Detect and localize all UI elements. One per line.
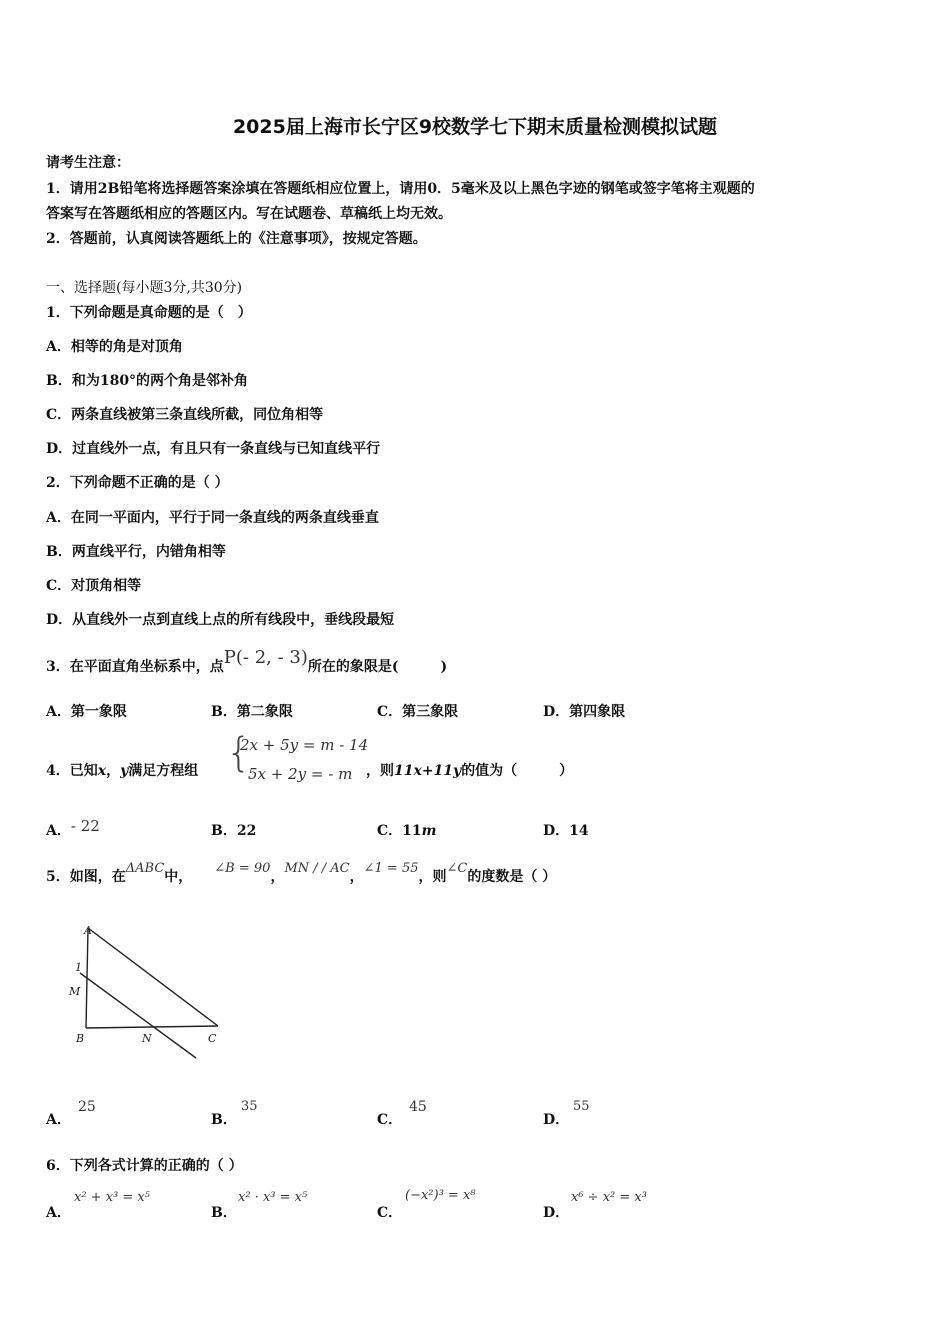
q6-option-d-value: x⁶ ÷ x² = x³ bbox=[571, 1190, 647, 1205]
q5-option-d-value: 55 bbox=[573, 1099, 590, 1114]
q5-t3: ， bbox=[349, 869, 364, 885]
q5-option-c-label: C． bbox=[377, 1112, 403, 1128]
q2-option-b: B．两直线平行，内错角相等 bbox=[46, 544, 226, 560]
q4-option-d: D．14 bbox=[543, 823, 589, 839]
q4-option-b: B．22 bbox=[211, 823, 257, 839]
q4-comma: ， bbox=[106, 763, 121, 779]
q4-var-y: y bbox=[120, 763, 129, 779]
fig-label-1: 1 bbox=[75, 961, 82, 974]
q4-post2: 的值为（ ） bbox=[461, 763, 574, 779]
q5-option-c-value: 45 bbox=[409, 1099, 427, 1115]
q1-option-a: A．相等的角是对顶角 bbox=[46, 339, 183, 355]
q1-option-b: B．和为180°的两个角是邻补角 bbox=[46, 373, 249, 389]
q5-post: 的度数是（ ） bbox=[467, 869, 557, 885]
q3-option-c: C．第三象限 bbox=[377, 704, 459, 720]
q5-angle-c: ∠C bbox=[446, 861, 468, 876]
q3-option-b: B．第二象限 bbox=[211, 704, 293, 720]
q3-point: P(- 2, - 3) bbox=[223, 647, 308, 668]
q5-option-a-value: 25 bbox=[78, 1099, 96, 1115]
q6-option-b-label: B． bbox=[211, 1205, 237, 1221]
q4-pre: 4．已知 bbox=[46, 763, 98, 779]
q5-option-d-label: D． bbox=[543, 1112, 570, 1128]
q3-stem-pre: 3．在平面直角坐标系中，点 bbox=[46, 659, 224, 675]
page-title: 2025届上海市长宁区9校数学七下期末质量检测模拟试题 bbox=[232, 116, 718, 138]
q3-option-a: A．第一象限 bbox=[46, 704, 127, 720]
fig-label-b: B bbox=[76, 1032, 85, 1045]
q4-equation-2: 5x + 2y = - m bbox=[248, 765, 353, 783]
q4-option-a bbox=[46, 817, 100, 840]
q5-t4: ，则 bbox=[418, 869, 447, 885]
notice-line-1b: 答案写在答题纸相应的答题区内。写在试题卷、草稿纸上均无效。 bbox=[46, 206, 452, 222]
q4-option-c-label: C．11 bbox=[377, 823, 422, 839]
q4-option-c bbox=[377, 820, 436, 840]
notice-line-1a: 1．请用2B铅笔将选择题答案涂填在答题纸相应位置上，请用0．5毫米及以上黑色字迹的钢笔或签字笔将主观题的 bbox=[46, 181, 755, 197]
q5-stem bbox=[46, 861, 557, 886]
q2-option-c: C．对顶角相等 bbox=[46, 578, 142, 594]
section-heading: 一、选择题(每小题3分,共30分) bbox=[46, 280, 243, 296]
q5-option-a-label: A． bbox=[46, 1112, 71, 1128]
fig-label-n: N bbox=[142, 1032, 152, 1045]
fig-label-a: A bbox=[84, 924, 92, 937]
q6-option-d-label: D． bbox=[543, 1205, 570, 1221]
q4-option-a-value: - 22 bbox=[70, 817, 100, 835]
q1-option-d: D．过直线外一点，有且只有一条直线与已知直线平行 bbox=[46, 441, 381, 457]
q1-option-c: C．两条直线被第三条直线所截，同位角相等 bbox=[46, 407, 324, 423]
q6-option-c-label: C． bbox=[377, 1205, 403, 1221]
q4-stem bbox=[46, 760, 198, 780]
q4-option-a-label: A． bbox=[46, 823, 71, 839]
fig-side-ac bbox=[88, 928, 218, 1026]
q5-t2: ， bbox=[270, 869, 285, 885]
q6-option-a-label: A． bbox=[46, 1205, 71, 1221]
q5-angle-1: ∠1 = 55 bbox=[363, 861, 419, 876]
q5-angle-b: ∠B = 90 bbox=[214, 861, 271, 876]
q3-stem-post: 所在的象限是( ) bbox=[307, 659, 448, 675]
q4-option-c-value: m bbox=[421, 823, 437, 839]
q3-stem bbox=[46, 647, 448, 676]
q5-t1: 中， bbox=[164, 869, 193, 885]
q4-equation-1: 2x + 5y = m - 14 bbox=[240, 736, 369, 754]
fig-line-mn bbox=[80, 973, 196, 1058]
fig-label-m: M bbox=[69, 985, 81, 998]
q5-option-b-label: B． bbox=[211, 1112, 237, 1128]
q5-option-b-value: 35 bbox=[241, 1099, 258, 1114]
q6-option-c-value: (−x²)³ = x⁸ bbox=[405, 1188, 476, 1203]
q6-option-b-value: x² · x³ = x⁵ bbox=[238, 1190, 308, 1205]
q1-stem: 1．下列命题是真命题的是（ ） bbox=[46, 305, 252, 321]
notice-heading: 请考生注意： bbox=[46, 155, 130, 171]
q5-triangle: ΔABC bbox=[125, 861, 165, 876]
q2-option-d: D．从直线外一点到直线上点的所有线段中，垂线段最短 bbox=[46, 612, 395, 628]
q6-stem: 6．下列各式计算的正确的（ ） bbox=[46, 1158, 243, 1174]
fig-label-c: C bbox=[208, 1032, 217, 1045]
q2-stem: 2．下列命题不正确的是（ ） bbox=[46, 475, 229, 491]
q5-figure bbox=[60, 918, 230, 1068]
q4-expression: 11x+11y bbox=[394, 763, 462, 779]
q5-parallel: MN / / AC bbox=[284, 861, 350, 876]
q4-var-x: x bbox=[97, 763, 107, 779]
q6-option-a-value: x² + x³ = x⁵ bbox=[74, 1190, 150, 1205]
q4-post: ，则 bbox=[366, 763, 394, 779]
system-brace: { bbox=[226, 730, 252, 776]
notice-line-2: 2．答题前，认真阅读答题纸上的《注意事项》，按规定答题。 bbox=[46, 231, 427, 247]
q4-mid: 满足方程组 bbox=[128, 763, 199, 779]
q2-option-a: A．在同一平面内，平行于同一条直线的两条直线垂直 bbox=[46, 510, 379, 526]
q5-pre: 5．如图，在 bbox=[46, 869, 126, 885]
q3-option-d: D．第四象限 bbox=[543, 704, 626, 720]
q4-stem-tail bbox=[366, 760, 573, 780]
